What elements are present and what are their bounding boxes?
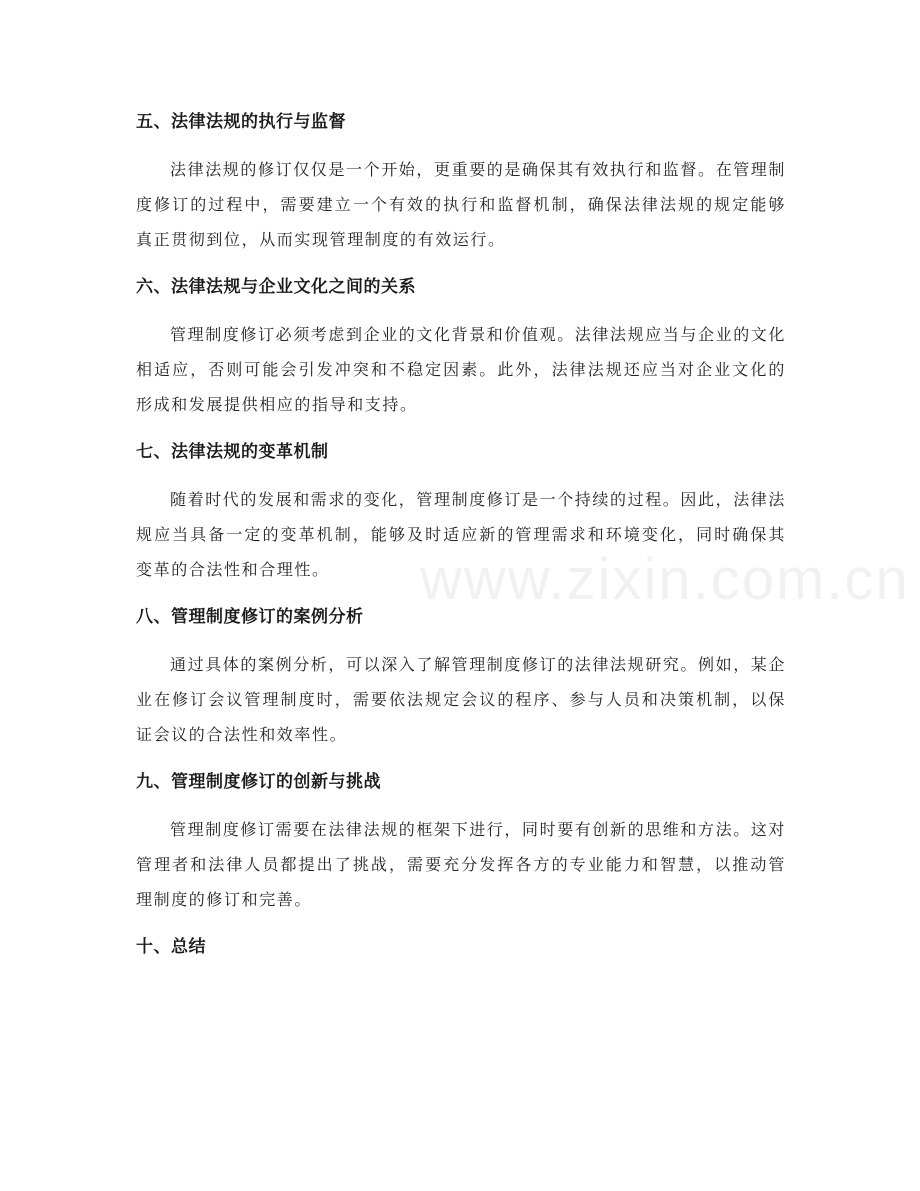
section-heading-5: 五、法律法规的执行与监督 [136, 112, 346, 132]
section-paragraph-6: 管理制度修订必须考虑到企业的文化背景和价值观。法律法规应当与企业的文化相适应，否则可能会引发冲突和不稳定因素。此外，法律法规还应当对企业文化的形成和发展提供相应的指导和支持。 [136, 325, 787, 414]
section-paragraph-5: 法律法规的修订仅仅是一个开始，更重要的是确保其有效执行和监督。在管理制度修订的过程中，需要建立一个有效的执行和监督机制，确保法律法规的规定能够真正贯彻到位，从而实现管理制度的有效运行。 [136, 160, 787, 249]
section-heading-7: 七、法律法规的变革机制 [136, 442, 329, 462]
section-heading-10: 十、总结 [136, 937, 206, 957]
watermark-text: www.zixin.com.cn [420, 547, 910, 612]
section-heading-8: 八、管理制度修订的案例分析 [136, 607, 364, 627]
section-paragraph-7: 随着时代的发展和需求的变化，管理制度修订是一个持续的过程。因此，法律法规应当具备一定的变革机制，能够及时适应新的管理需求和环境变化，同时确保其变革的合法性和合理性。 [136, 490, 787, 579]
section-paragraph-9: 管理制度修订需要在法律法规的框架下进行，同时要有创新的思维和方法。这对管理者和法律人员都提出了挑战，需要充分发挥各方的专业能力和智慧，以推动管理制度的修订和完善。 [136, 820, 787, 909]
document-content [136, 105, 910, 964]
section-paragraph-8: 通过具体的案例分析，可以深入了解管理制度修订的法律法规研究。例如，某企业在修订会议管理制度时，需要依法规定会议的程序、参与人员和决策机制，以保证会议的合法性和效率性。 [136, 655, 787, 744]
section-heading-9: 九、管理制度修订的创新与挑战 [136, 772, 381, 792]
section-heading-6: 六、法律法规与企业文化之间的关系 [136, 277, 416, 297]
